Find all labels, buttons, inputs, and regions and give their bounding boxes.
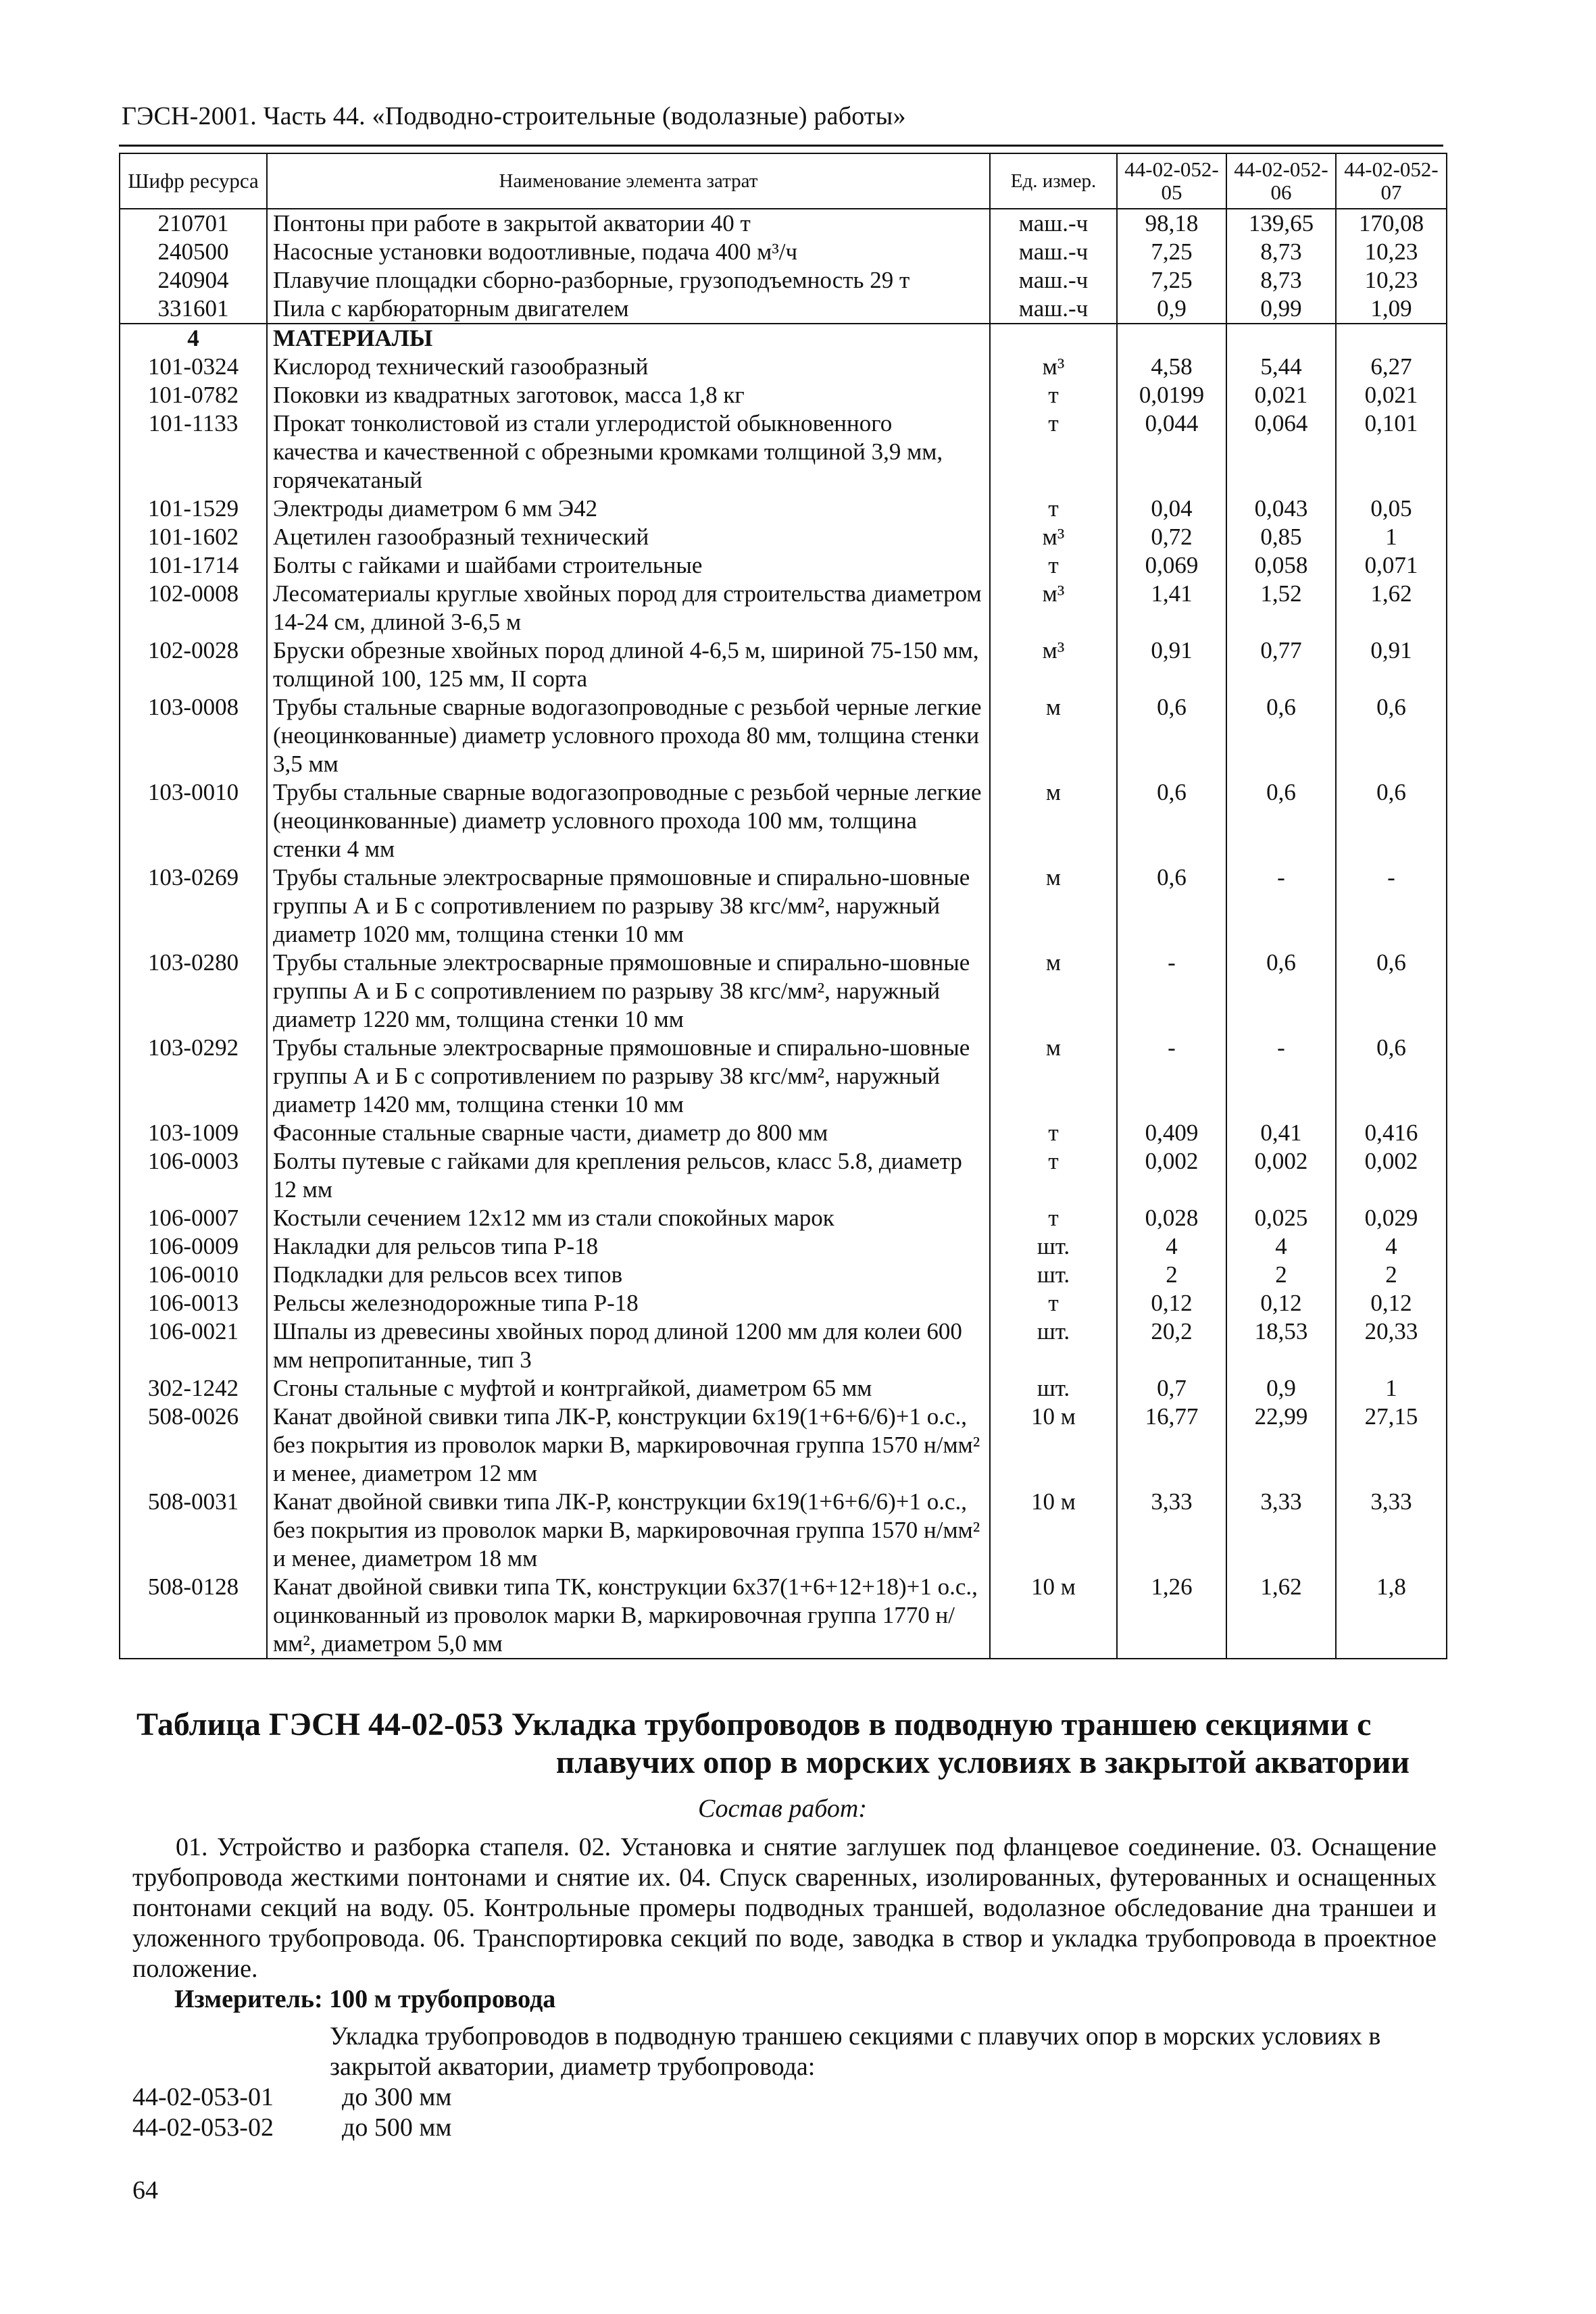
table-row (120, 1374, 1447, 1403)
row-value-v2: 0,85 (1226, 523, 1336, 551)
row-value-v1: 0,12 (1117, 1289, 1226, 1317)
row-value-v1: 1,41 (1117, 580, 1226, 636)
row-value-v3: 0,91 (1336, 636, 1447, 693)
row-code: 106-0009 (120, 1232, 267, 1261)
variant-text: до 500 мм (342, 2113, 452, 2142)
variant-item (132, 2082, 451, 2112)
row-value-v3: 1,8 (1336, 1573, 1447, 1659)
row-code: 103-0269 (120, 863, 267, 949)
row-name: Костыли сечением 12х12 мм из стали спокойных марок (267, 1204, 990, 1232)
row-value-v3: 1,09 (1336, 295, 1447, 324)
row-value-v2: 0,99 (1226, 295, 1336, 324)
row-value-v3: 0,071 (1336, 551, 1447, 580)
row-name: Плавучие площадки сборно-разборные, грузоподъемность 29 т (267, 266, 990, 295)
row-value-v1: - (1117, 1034, 1226, 1119)
row-value-v2: - (1226, 1034, 1336, 1119)
variant-code: 44-02-053-02 (132, 2113, 274, 2142)
row-name: Трубы стальные сварные водогазопроводные с резьбой черные легкие (неоцинкованные) диаметр условного прохода 80 мм, толщина стенки 3,5 мм (267, 693, 990, 778)
row-value-v2: 4 (1226, 1232, 1336, 1261)
table-row (120, 1289, 1447, 1317)
table-row (120, 551, 1447, 580)
col-header-v3: 44-02-052-07 (1336, 153, 1447, 209)
row-name: Шпалы из древесины хвойных пород длиной 1200 мм для колеи 600 мм непропитанные, тип 3 (267, 1317, 990, 1374)
row-name: Трубы стальные электросварные прямошовные и спирально-шовные группы А и Б с сопротивлением по разрыву 38 кгс/мм², наружный диаметр 1020 мм, толщина стенки 10 мм (267, 863, 990, 949)
row-value-v1: 0,002 (1117, 1147, 1226, 1204)
row-value-v1: 0,72 (1117, 523, 1226, 551)
row-value-v3: 0,416 (1336, 1119, 1447, 1147)
row-name: Фасонные стальные сварные части, диаметр до 800 мм (267, 1119, 990, 1147)
row-value-v3: 6,27 (1336, 353, 1447, 381)
row-code: 508-0026 (120, 1403, 267, 1488)
row-value-v2: 8,73 (1226, 266, 1336, 295)
row-code: 101-1602 (120, 523, 267, 551)
row-value-v2: 22,99 (1226, 1403, 1336, 1488)
row-value-v2: 3,33 (1226, 1488, 1336, 1573)
table-title (119, 1706, 1446, 1782)
variant-code: 44-02-053-01 (132, 2083, 274, 2111)
row-value-v1: 0,7 (1117, 1374, 1226, 1403)
works-text: 01. Устройство и разборка стапеля. 02. Установка и снятие заглушек под фланцевое соединение. 03. Оснащение трубопровода жесткими понтонами и снятие их. 04. Спуск сваренных, изолированных, футерованных и оснащенных понтонами секций на воду. 05. Контрольные промеры подводных траншей, водолазное обследование дна траншеи и уложенного трубопровода. 06. Транспортировка секций по воде, заводка в створ и укладка трубопровода в проектное положение. (132, 1833, 1437, 1983)
row-code: 331601 (120, 295, 267, 324)
row-unit: м (990, 778, 1117, 863)
section-empty-cell (1226, 324, 1336, 353)
row-value-v3: 20,33 (1336, 1317, 1447, 1374)
row-code: 302-1242 (120, 1374, 267, 1403)
row-value-v2: 2 (1226, 1261, 1336, 1289)
row-code: 106-0007 (120, 1204, 267, 1232)
row-unit: м (990, 863, 1117, 949)
table-row (120, 1119, 1447, 1147)
row-value-v1: 0,069 (1117, 551, 1226, 580)
row-value-v3: 3,33 (1336, 1488, 1447, 1573)
row-name: Канат двойной свивки типа ЛК-Р, конструкции 6х19(1+6+6/6)+1 о.с., без покрытия из проволок марки В, маркировочная группа 1570 н/мм² и менее, диаметром 18 мм (267, 1488, 990, 1573)
row-value-v1: 0,044 (1117, 409, 1226, 495)
row-value-v2: 0,002 (1226, 1147, 1336, 1204)
row-value-v3: 0,12 (1336, 1289, 1447, 1317)
row-value-v3: 0,029 (1336, 1204, 1447, 1232)
variant-text: до 300 мм (342, 2083, 452, 2111)
row-name: Болты с гайками и шайбами строительные (267, 551, 990, 580)
row-value-v2: 1,52 (1226, 580, 1336, 636)
resources-table (119, 153, 1447, 1659)
row-value-v3: 0,021 (1336, 381, 1447, 409)
row-name: Ацетилен газообразный технический (267, 523, 990, 551)
section-empty-cell (1336, 324, 1447, 353)
variants-description: Укладка трубопроводов в подводную траншею секциями с плавучих опор в морских условиях в закрытой акватории, диаметр трубопровода: (330, 2022, 1381, 2081)
header-rule (119, 145, 1443, 147)
row-name: Сгоны стальные с муфтой и контргайкой, диаметром 65 мм (267, 1374, 990, 1403)
table-row (120, 295, 1447, 324)
table-row (120, 1573, 1447, 1659)
section-row (120, 324, 1447, 353)
row-value-v1: 4,58 (1117, 353, 1226, 381)
row-unit: маш.-ч (990, 295, 1117, 324)
row-unit: т (990, 495, 1117, 523)
row-unit: шт. (990, 1317, 1117, 1374)
row-code: 101-1714 (120, 551, 267, 580)
row-value-v3: 0,6 (1336, 778, 1447, 863)
row-value-v1: 20,2 (1117, 1317, 1226, 1374)
row-code: 101-0324 (120, 353, 267, 381)
row-value-v1: 0,028 (1117, 1204, 1226, 1232)
row-value-v2: 0,9 (1226, 1374, 1336, 1403)
row-name: Прокат тонколистовой из стали углеродистой обыкновенного качества и качественной с обрезными кромками толщиной 3,9 мм, горячекатаный (267, 409, 990, 495)
section-empty-cell (990, 324, 1117, 353)
row-value-v1: 2 (1117, 1261, 1226, 1289)
machines-section (120, 209, 1447, 324)
col-header-v2: 44-02-052-06 (1226, 153, 1336, 209)
row-name: Канат двойной свивки типа ЛК-Р, конструкции 6х19(1+6+6/6)+1 о.с., без покрытия из проволок марки В, маркировочная группа 1570 н/мм² и менее, диаметром 12 мм (267, 1403, 990, 1488)
row-value-v2: 0,12 (1226, 1289, 1336, 1317)
row-unit: м (990, 693, 1117, 778)
row-code: 106-0021 (120, 1317, 267, 1374)
row-value-v1: 0,409 (1117, 1119, 1226, 1147)
row-name: Рельсы железнодорожные типа Р-18 (267, 1289, 990, 1317)
row-value-v3: 10,23 (1336, 266, 1447, 295)
row-value-v1: 98,18 (1117, 209, 1226, 238)
section-code: 4 (120, 324, 267, 353)
row-unit: шт. (990, 1232, 1117, 1261)
table-row (120, 353, 1447, 381)
row-name: Трубы стальные сварные водогазопроводные с резьбой черные легкие (неоцинкованные) диаметр условного прохода 100 мм, толщина стенки 4 мм (267, 778, 990, 863)
table-row (120, 238, 1447, 266)
row-name: Бруски обрезные хвойных пород длиной 4-6,5 м, шириной 75-150 мм, толщиной 100, 125 мм, II сорта (267, 636, 990, 693)
row-name: Накладки для рельсов типа Р-18 (267, 1232, 990, 1261)
table-row (120, 1232, 1447, 1261)
row-unit: т (990, 551, 1117, 580)
row-value-v2: 0,41 (1226, 1119, 1336, 1147)
row-code: 103-0008 (120, 693, 267, 778)
table-row (120, 266, 1447, 295)
row-value-v2: 0,021 (1226, 381, 1336, 409)
row-unit: м³ (990, 523, 1117, 551)
row-name: Электроды диаметром 6 мм Э42 (267, 495, 990, 523)
row-value-v2: 0,6 (1226, 949, 1336, 1034)
row-value-v1: 3,33 (1117, 1488, 1226, 1573)
row-unit: 10 м (990, 1403, 1117, 1488)
row-code: 103-0280 (120, 949, 267, 1034)
table-row (120, 1147, 1447, 1204)
row-value-v2: 0,064 (1226, 409, 1336, 495)
variant-item (132, 2113, 451, 2142)
table-row (120, 209, 1447, 238)
row-value-v3: 27,15 (1336, 1403, 1447, 1488)
table-row (120, 693, 1447, 778)
row-value-v2: 1,62 (1226, 1573, 1336, 1659)
row-unit: м³ (990, 580, 1117, 636)
row-code: 101-1529 (120, 495, 267, 523)
col-header-v1: 44-02-052-05 (1117, 153, 1226, 209)
row-name: Подкладки для рельсов всех типов (267, 1261, 990, 1289)
row-value-v1: 7,25 (1117, 238, 1226, 266)
section-empty-cell (1117, 324, 1226, 353)
table-row (120, 1204, 1447, 1232)
row-value-v3: 0,6 (1336, 693, 1447, 778)
row-code: 103-1009 (120, 1119, 267, 1147)
row-value-v1: 7,25 (1117, 266, 1226, 295)
row-unit: маш.-ч (990, 238, 1117, 266)
row-code: 210701 (120, 209, 267, 238)
works-heading: Состав работ: (697, 1794, 868, 1823)
row-code: 101-1133 (120, 409, 267, 495)
row-value-v1: 0,6 (1117, 693, 1226, 778)
materials-section-header (120, 324, 1447, 353)
row-value-v3: 2 (1336, 1261, 1447, 1289)
row-value-v3: 4 (1336, 1232, 1447, 1261)
section-title: МАТЕРИАЛЫ (267, 324, 990, 353)
col-header-unit: Ед. измер. (990, 153, 1117, 209)
row-name: Насосные установки водоотливные, подача 400 м³/ч (267, 238, 990, 266)
table-row (120, 381, 1447, 409)
row-value-v3: 170,08 (1336, 209, 1447, 238)
row-unit: м (990, 1034, 1117, 1119)
table-title-line2: плавучих опор в морских условиях в закрытой акватории (555, 1744, 1410, 1780)
row-value-v3: 0,002 (1336, 1147, 1447, 1204)
row-value-v1: 16,77 (1117, 1403, 1226, 1488)
table-row (120, 1488, 1447, 1573)
table-row (120, 580, 1447, 636)
row-value-v1: 0,91 (1117, 636, 1226, 693)
row-code: 102-0008 (120, 580, 267, 636)
row-unit: т (990, 1289, 1117, 1317)
table-row (120, 523, 1447, 551)
row-value-v1: 0,04 (1117, 495, 1226, 523)
row-value-v1: 0,0199 (1117, 381, 1226, 409)
row-name: Лесоматериалы круглые хвойных пород для строительства диаметром 14-24 см, длиной 3-6,5 м (267, 580, 990, 636)
row-name: Поковки из квадратных заготовок, масса 1,8 кг (267, 381, 990, 409)
row-unit: т (990, 1119, 1117, 1147)
row-value-v2: - (1226, 863, 1336, 949)
row-value-v1: 4 (1117, 1232, 1226, 1261)
row-code: 103-0010 (120, 778, 267, 863)
row-code: 102-0028 (120, 636, 267, 693)
table-row (120, 1317, 1447, 1374)
row-value-v2: 18,53 (1226, 1317, 1336, 1374)
row-name: Болты путевые с гайками для крепления рельсов, класс 5.8, диаметр 12 мм (267, 1147, 990, 1204)
row-value-v2: 0,025 (1226, 1204, 1336, 1232)
row-code: 106-0013 (120, 1289, 267, 1317)
row-name: Пила с карбюраторным двигателем (267, 295, 990, 324)
row-code: 508-0128 (120, 1573, 267, 1659)
row-value-v2: 0,77 (1226, 636, 1336, 693)
row-name: Понтоны при работе в закрытой акватории 40 т (267, 209, 990, 238)
row-name: Трубы стальные электросварные прямошовные и спирально-шовные группы А и Б с сопротивлением по разрыву 38 кгс/мм², наружный диаметр 1220 мм, толщина стенки 10 мм (267, 949, 990, 1034)
measure-unit: Измеритель: 100 м трубопровода (174, 1985, 556, 2013)
row-value-v3: 0,05 (1336, 495, 1447, 523)
row-value-v3: 0,6 (1336, 1034, 1447, 1119)
row-code: 101-0782 (120, 381, 267, 409)
row-unit: шт. (990, 1374, 1117, 1403)
row-value-v3: 1,62 (1336, 580, 1447, 636)
row-unit: маш.-ч (990, 209, 1117, 238)
table-row (120, 495, 1447, 523)
row-unit: т (990, 1204, 1117, 1232)
row-value-v2: 0,043 (1226, 495, 1336, 523)
row-value-v2: 5,44 (1226, 353, 1336, 381)
row-value-v2: 0,6 (1226, 778, 1336, 863)
row-unit: маш.-ч (990, 266, 1117, 295)
row-value-v3: 1 (1336, 523, 1447, 551)
table-row (120, 1261, 1447, 1289)
row-unit: т (990, 409, 1117, 495)
row-value-v3: 0,101 (1336, 409, 1447, 495)
row-unit: 10 м (990, 1573, 1117, 1659)
row-value-v1: 0,6 (1117, 863, 1226, 949)
col-header-name: Наименование элемента затрат (267, 153, 990, 209)
row-name: Канат двойной свивки типа ТК, конструкции 6х37(1+6+12+18)+1 о.с., оцинкованный из проволок марки В, маркировочная группа 1770 н/мм², диаметром 5,0 мм (267, 1573, 990, 1659)
row-code: 106-0010 (120, 1261, 267, 1289)
running-header: ГЭСН-2001. Часть 44. «Подводно-строительные (водолазные) работы» (122, 102, 906, 130)
row-unit: т (990, 381, 1117, 409)
row-value-v3: - (1336, 863, 1447, 949)
table-header-row (120, 153, 1447, 209)
row-unit: т (990, 1147, 1117, 1204)
row-code: 240500 (120, 238, 267, 266)
row-unit: 10 м (990, 1488, 1117, 1573)
row-unit: м³ (990, 636, 1117, 693)
row-value-v1: 1,26 (1117, 1573, 1226, 1659)
row-value-v1: 0,9 (1117, 295, 1226, 324)
row-code: 103-0292 (120, 1034, 267, 1119)
table-row (120, 778, 1447, 863)
row-unit: м (990, 949, 1117, 1034)
table-title-line1: Таблица ГЭСН 44-02-053 Укладка трубопроводов в подводную траншею секциями с (136, 1707, 1372, 1742)
row-name: Трубы стальные электросварные прямошовные и спирально-шовные группы А и Б с сопротивлением по разрыву 38 кгс/мм², наружный диаметр 1420 мм, толщина стенки 10 мм (267, 1034, 990, 1119)
row-code: 106-0003 (120, 1147, 267, 1204)
row-value-v2: 0,058 (1226, 551, 1336, 580)
table-row (120, 949, 1447, 1034)
row-code: 240904 (120, 266, 267, 295)
page-number: 64 (132, 2176, 158, 2205)
row-unit: м³ (990, 353, 1117, 381)
table-row (120, 1403, 1447, 1488)
col-header-code: Шифр ресурса (120, 153, 267, 209)
table-row (120, 636, 1447, 693)
table-row (120, 863, 1447, 949)
materials-section (120, 353, 1447, 1659)
table-row (120, 1034, 1447, 1119)
row-value-v3: 1 (1336, 1374, 1447, 1403)
row-value-v3: 10,23 (1336, 238, 1447, 266)
row-unit: шт. (990, 1261, 1117, 1289)
table-row (120, 409, 1447, 495)
row-value-v1: - (1117, 949, 1226, 1034)
row-value-v2: 0,6 (1226, 693, 1336, 778)
row-name: Кислород технический газообразный (267, 353, 990, 381)
row-value-v3: 0,6 (1336, 949, 1447, 1034)
row-code: 508-0031 (120, 1488, 267, 1573)
row-value-v1: 0,6 (1117, 778, 1226, 863)
row-value-v2: 8,73 (1226, 238, 1336, 266)
row-value-v2: 139,65 (1226, 209, 1336, 238)
